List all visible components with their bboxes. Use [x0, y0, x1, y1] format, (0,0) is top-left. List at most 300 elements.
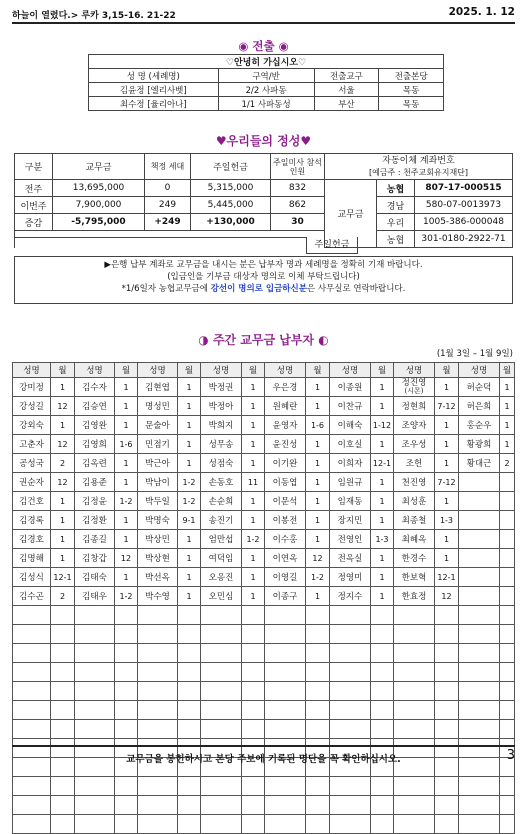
donor-name: 이연옥: [265, 549, 306, 568]
table-cell: [75, 606, 115, 625]
table-cell: 0: [145, 180, 191, 197]
donor-month: [500, 473, 515, 492]
table-cell: [459, 796, 500, 815]
auto-transfer-label: 자동이체 계좌번호: [382, 155, 455, 166]
donor-month: [500, 511, 515, 530]
empty-row: [13, 625, 515, 644]
donor-month: 1-3: [435, 511, 459, 530]
donor-month: 1: [242, 568, 265, 587]
table-cell: [178, 701, 201, 720]
donor-name: 김태우: [75, 587, 115, 606]
donor-name: 이수홍: [265, 530, 306, 549]
donor-month: 1: [115, 511, 138, 530]
table-cell: [242, 796, 265, 815]
donor-month: 1-2: [178, 492, 201, 511]
table-cell: [75, 777, 115, 796]
table-cell: [242, 644, 265, 663]
bulletin-header: [12, 6, 515, 22]
table-cell: [178, 644, 201, 663]
table-cell: [115, 625, 138, 644]
account-number: 807-17-000515: [415, 180, 513, 197]
donor-month: 1: [435, 454, 459, 473]
offering-title: ♥우리들의 정성♥: [215, 134, 312, 148]
empty-row: [13, 815, 515, 834]
donor-month: [500, 587, 515, 606]
table-cell: [51, 815, 75, 834]
table-cell: [330, 606, 371, 625]
table-cell: [330, 663, 371, 682]
donor-name: 오옹진: [201, 568, 242, 587]
table-cell: [265, 720, 306, 739]
donor-month: 12: [306, 549, 330, 568]
donor-month: 12: [51, 473, 75, 492]
donor-name: 손순희: [201, 492, 242, 511]
table-cell: [138, 682, 178, 701]
donor-month: 1: [115, 378, 138, 397]
table-cell: [115, 796, 138, 815]
table-cell: [201, 777, 242, 796]
table-cell: [201, 815, 242, 834]
table-cell: [330, 777, 371, 796]
donor-name: 임재동: [330, 492, 371, 511]
table-cell: [51, 625, 75, 644]
donor-name: 손동호: [201, 473, 242, 492]
table-cell: [201, 796, 242, 815]
table-cell: [394, 701, 435, 720]
donor-month: [500, 492, 515, 511]
notice-line: [15, 283, 512, 295]
table-cell: 목동: [379, 83, 444, 97]
donor-name: 허순덕: [459, 378, 500, 397]
column-header-month: 월: [306, 363, 330, 378]
donor-month: 1: [435, 530, 459, 549]
donor-name: 윤영자: [265, 416, 306, 435]
table-cell: 2/2 사파동: [218, 83, 314, 97]
table-cell: [435, 815, 459, 834]
donor-month: 1: [306, 454, 330, 473]
footer-note: 교무금을 봉헌하시고 본당 주보에 기록된 명단을 꼭 확인하십시오.: [126, 754, 401, 765]
table-cell: [265, 625, 306, 644]
empty-row: [13, 796, 515, 815]
column-header-month: 월: [51, 363, 75, 378]
donor-name: [459, 587, 500, 606]
column-header-name: 성명: [13, 363, 51, 378]
donor-name: 김정윤: [75, 492, 115, 511]
account-number: 1005-386-000048: [415, 214, 513, 231]
table-cell: 1/1 사파동성: [218, 97, 314, 111]
donor-month: 1: [500, 378, 515, 397]
donor-name: 송진기: [201, 511, 242, 530]
donor-month: 1: [115, 530, 138, 549]
donor-name: 엄만섭: [201, 530, 242, 549]
donor-name: 강성길: [13, 397, 51, 416]
table-cell: [178, 625, 201, 644]
donor-name: 최종철: [394, 511, 435, 530]
table-cell: [306, 682, 330, 701]
table-cell: [13, 796, 51, 815]
donor-name: 이봉전: [265, 511, 306, 530]
notice-highlight: 강선이 명의로 입금하신분: [210, 284, 307, 294]
donor-name: 민점기: [138, 435, 178, 454]
account-number: 580-07-0013973: [415, 197, 513, 214]
table-cell: [500, 815, 515, 834]
donor-name: 정현희: [394, 397, 435, 416]
empty-row: [13, 720, 515, 739]
table-cell: [435, 701, 459, 720]
donor-name: 윤진성: [265, 435, 306, 454]
donor-month: 1: [435, 435, 459, 454]
table-cell: 832: [271, 180, 325, 197]
table-cell: [13, 777, 51, 796]
table-cell: [371, 663, 394, 682]
table-cell: [201, 606, 242, 625]
transfer-caption: ♡안녕히 가십시오♡: [89, 55, 444, 69]
donor-name: 성점숙: [201, 454, 242, 473]
table-cell: [435, 777, 459, 796]
table-cell: [75, 682, 115, 701]
table-cell: [138, 796, 178, 815]
donor-month: 1: [242, 511, 265, 530]
table-cell: [394, 682, 435, 701]
donor-name: [459, 549, 500, 568]
account-group-label: 교무금: [325, 180, 377, 248]
table-cell: [138, 720, 178, 739]
donor-month: 1: [242, 587, 265, 606]
table-cell: -5,795,000: [53, 214, 145, 231]
notice-text: 은 사무실로 연락바랍니다.: [306, 284, 406, 294]
table-cell: [394, 606, 435, 625]
account-group-label: 주일헌금: [306, 237, 358, 254]
table-cell: [265, 606, 306, 625]
donor-month: 1: [371, 511, 394, 530]
table-cell: [115, 815, 138, 834]
table-cell: [115, 663, 138, 682]
table-cell: [13, 644, 51, 663]
table-cell: [500, 777, 515, 796]
donor-month: 2: [51, 587, 75, 606]
notice-line: ▶은행 납부 계좌로 교무금을 내시는 분은 납부자 명과 세례명을 정확히 기재 바랍니다.: [104, 260, 423, 270]
row-label: 증감: [15, 214, 53, 231]
donor-month: 1: [178, 454, 201, 473]
donor-name: 장지민: [330, 511, 371, 530]
donor-month: 1: [51, 549, 75, 568]
column-header-month: 월: [242, 363, 265, 378]
table-cell: [265, 663, 306, 682]
table-cell: [178, 606, 201, 625]
column-header-name: 성명: [138, 363, 178, 378]
donor-name: 권순자: [13, 473, 51, 492]
donor-month: 1: [435, 549, 459, 568]
table-cell: [435, 644, 459, 663]
table-cell: [75, 796, 115, 815]
donors-period: (1월 3일 – 1월 9일): [436, 349, 513, 359]
table-cell: [394, 720, 435, 739]
donor-month: 1: [115, 454, 138, 473]
table-cell: [306, 796, 330, 815]
donor-name: 김창갑: [75, 549, 115, 568]
bulletin-date: 2025. 1. 12: [448, 6, 515, 18]
table-cell: [306, 720, 330, 739]
donor-month: 2: [500, 454, 515, 473]
table-cell: [138, 644, 178, 663]
donor-name: 전옥실: [330, 549, 371, 568]
donor-name: 김태숙: [75, 568, 115, 587]
donor-name: 최혜옥: [394, 530, 435, 549]
donor-name: 박남이: [138, 473, 178, 492]
table-row: [13, 587, 515, 606]
donor-name: 여덕임: [201, 549, 242, 568]
table-cell: [500, 663, 515, 682]
footer-rule: [12, 745, 515, 747]
column-header-name: 성명: [394, 363, 435, 378]
table-row: [13, 473, 515, 492]
table-cell: [330, 682, 371, 701]
blank-cell: [15, 231, 325, 248]
donor-month: 1: [178, 378, 201, 397]
transfer-table: [88, 54, 444, 111]
table-cell: +130,000: [191, 214, 271, 231]
table-cell: [51, 777, 75, 796]
table-cell: [178, 796, 201, 815]
column-header-name: 성명: [459, 363, 500, 378]
table-cell: [500, 720, 515, 739]
table-cell: [500, 625, 515, 644]
table-cell: [51, 720, 75, 739]
donor-name: 이종구: [265, 587, 306, 606]
table-cell: [13, 663, 51, 682]
donor-name: 강외숙: [13, 416, 51, 435]
column-header-name: 성명: [330, 363, 371, 378]
table-cell: [138, 663, 178, 682]
table-cell: [394, 815, 435, 834]
donor-month: 1: [178, 397, 201, 416]
table-cell: [371, 815, 394, 834]
donor-name: 박상민: [138, 530, 178, 549]
donor-month: 1: [242, 416, 265, 435]
donor-month: 1: [115, 568, 138, 587]
table-cell: +249: [145, 214, 191, 231]
table-row: [13, 416, 515, 435]
table-cell: [435, 625, 459, 644]
donor-month: 1: [115, 473, 138, 492]
offering-table: [14, 153, 513, 248]
donor-month: 1: [371, 549, 394, 568]
donor-month: 12: [51, 435, 75, 454]
donor-month: 7-12: [435, 473, 459, 492]
donor-name: 명성민: [138, 397, 178, 416]
column-header: 전출교구: [314, 69, 379, 83]
donor-name: 조우성: [394, 435, 435, 454]
table-cell: [75, 644, 115, 663]
donor-month: 1: [51, 378, 75, 397]
donor-month: 12: [435, 587, 459, 606]
table-cell: [435, 720, 459, 739]
donor-name: 박근아: [138, 454, 178, 473]
table-cell: [13, 682, 51, 701]
table-cell: [13, 720, 51, 739]
table-cell: 최수정 [율리아나]: [89, 97, 219, 111]
table-cell: [178, 815, 201, 834]
donor-name: 박선옥: [138, 568, 178, 587]
table-cell: [459, 663, 500, 682]
donor-name: 황광희: [459, 435, 500, 454]
table-cell: 249: [145, 197, 191, 214]
table-cell: [51, 796, 75, 815]
donor-name: [459, 568, 500, 587]
donor-name: 이종원: [330, 378, 371, 397]
donor-name: 공성국: [13, 454, 51, 473]
donor-month: 1: [306, 473, 330, 492]
donor-name: 오민심: [201, 587, 242, 606]
donor-name: 이문석: [265, 492, 306, 511]
table-row: [13, 511, 515, 530]
table-cell: [51, 644, 75, 663]
table-cell: [394, 796, 435, 815]
donor-month: 1: [242, 549, 265, 568]
table-cell: [371, 701, 394, 720]
table-cell: [51, 701, 75, 720]
donor-month: 1: [51, 492, 75, 511]
table-cell: [265, 682, 306, 701]
empty-row: [13, 606, 515, 625]
donor-month: 1: [371, 568, 394, 587]
donor-name: 김영희: [75, 435, 115, 454]
table-cell: [306, 625, 330, 644]
table-cell: [242, 815, 265, 834]
table-cell: [201, 682, 242, 701]
table-row: [13, 492, 515, 511]
table-cell: 13,695,000: [53, 180, 145, 197]
donor-month: 1: [178, 549, 201, 568]
table-cell: [13, 606, 51, 625]
table-cell: [394, 663, 435, 682]
table-cell: [242, 701, 265, 720]
table-cell: [265, 644, 306, 663]
donor-name: 이동엽: [265, 473, 306, 492]
donor-name: 박상현: [138, 549, 178, 568]
donor-month: 1-3: [371, 530, 394, 549]
table-row: [15, 231, 513, 248]
table-cell: [459, 701, 500, 720]
donor-name: 한효정: [394, 587, 435, 606]
transfer-title: ◉ 전출 ◉: [238, 39, 289, 53]
donor-name: 김영완: [75, 416, 115, 435]
donors-header-row: [13, 363, 515, 378]
donor-name: 김경록: [13, 511, 51, 530]
table-cell: [201, 663, 242, 682]
table-cell: 5,445,000: [191, 197, 271, 214]
table-cell: [500, 796, 515, 815]
donor-month: 11: [242, 473, 265, 492]
table-cell: [459, 777, 500, 796]
table-cell: [459, 606, 500, 625]
table-cell: [459, 682, 500, 701]
table-row: [89, 83, 444, 97]
donor-name: 김종길: [75, 530, 115, 549]
table-row: [13, 549, 515, 568]
donor-name: 강미정: [13, 378, 51, 397]
donor-name: 이희자: [330, 454, 371, 473]
empty-row: [13, 777, 515, 796]
table-cell: [306, 644, 330, 663]
table-cell: [459, 720, 500, 739]
gospel-reference: 하늘이 열렸다.> 루카 3,15-16. 21-22: [12, 11, 176, 21]
donor-name: [459, 511, 500, 530]
donor-month: 1: [371, 587, 394, 606]
table-cell: [178, 682, 201, 701]
table-cell: [435, 682, 459, 701]
donor-month: 12: [115, 549, 138, 568]
donor-month: 1: [178, 416, 201, 435]
donor-month: 1: [306, 435, 330, 454]
empty-row: [13, 701, 515, 720]
donor-month: 1-2: [178, 473, 201, 492]
table-row: [15, 180, 513, 197]
table-cell: 서울: [314, 83, 379, 97]
table-cell: [51, 606, 75, 625]
table-cell: [394, 644, 435, 663]
donor-name: 김경호: [13, 530, 51, 549]
header-rule: [12, 22, 515, 24]
table-cell: 5,315,000: [191, 180, 271, 197]
table-cell: [330, 701, 371, 720]
donor-name: 이기완: [265, 454, 306, 473]
donor-month: 1: [306, 492, 330, 511]
table-cell: [265, 796, 306, 815]
page-number: 3: [506, 748, 515, 763]
table-cell: [306, 701, 330, 720]
donor-month: 1: [435, 378, 459, 397]
donor-month: 1: [242, 454, 265, 473]
donor-month: 1: [178, 587, 201, 606]
donor-month: 1: [371, 435, 394, 454]
table-cell: [371, 682, 394, 701]
table-cell: [265, 701, 306, 720]
donor-month: 1: [435, 416, 459, 435]
donor-name: 조양자: [394, 416, 435, 435]
table-cell: [13, 701, 51, 720]
table-cell: [242, 682, 265, 701]
table-cell: [330, 815, 371, 834]
table-cell: [306, 777, 330, 796]
donor-name: 이해숙: [330, 416, 371, 435]
table-cell: [115, 701, 138, 720]
table-cell: 부산: [314, 97, 379, 111]
donor-name: 이영길: [265, 568, 306, 587]
donor-name: 이찬규: [330, 397, 371, 416]
notice-text: *1/6일자 농협교무금에: [121, 284, 211, 294]
column-header-month: 월: [435, 363, 459, 378]
notice-box: [14, 256, 513, 304]
donor-month: 1: [435, 492, 459, 511]
row-label: 이번주: [15, 197, 53, 214]
donor-month: 1: [242, 435, 265, 454]
table-cell: [306, 606, 330, 625]
table-cell: [115, 777, 138, 796]
table-cell: [459, 815, 500, 834]
donor-month: 1-6: [115, 435, 138, 454]
offering-header-row: [15, 154, 513, 180]
donor-name: 박정권: [201, 378, 242, 397]
donor-month: 1: [51, 530, 75, 549]
donor-name: 김성식: [13, 568, 51, 587]
auto-transfer-holder: [예금주 : 천주교회유지재단]: [368, 167, 469, 177]
table-cell: [201, 644, 242, 663]
donor-month: 12-1: [371, 454, 394, 473]
empty-row: [13, 663, 515, 682]
donor-month: 1: [371, 492, 394, 511]
donor-month: 1-2: [242, 530, 265, 549]
